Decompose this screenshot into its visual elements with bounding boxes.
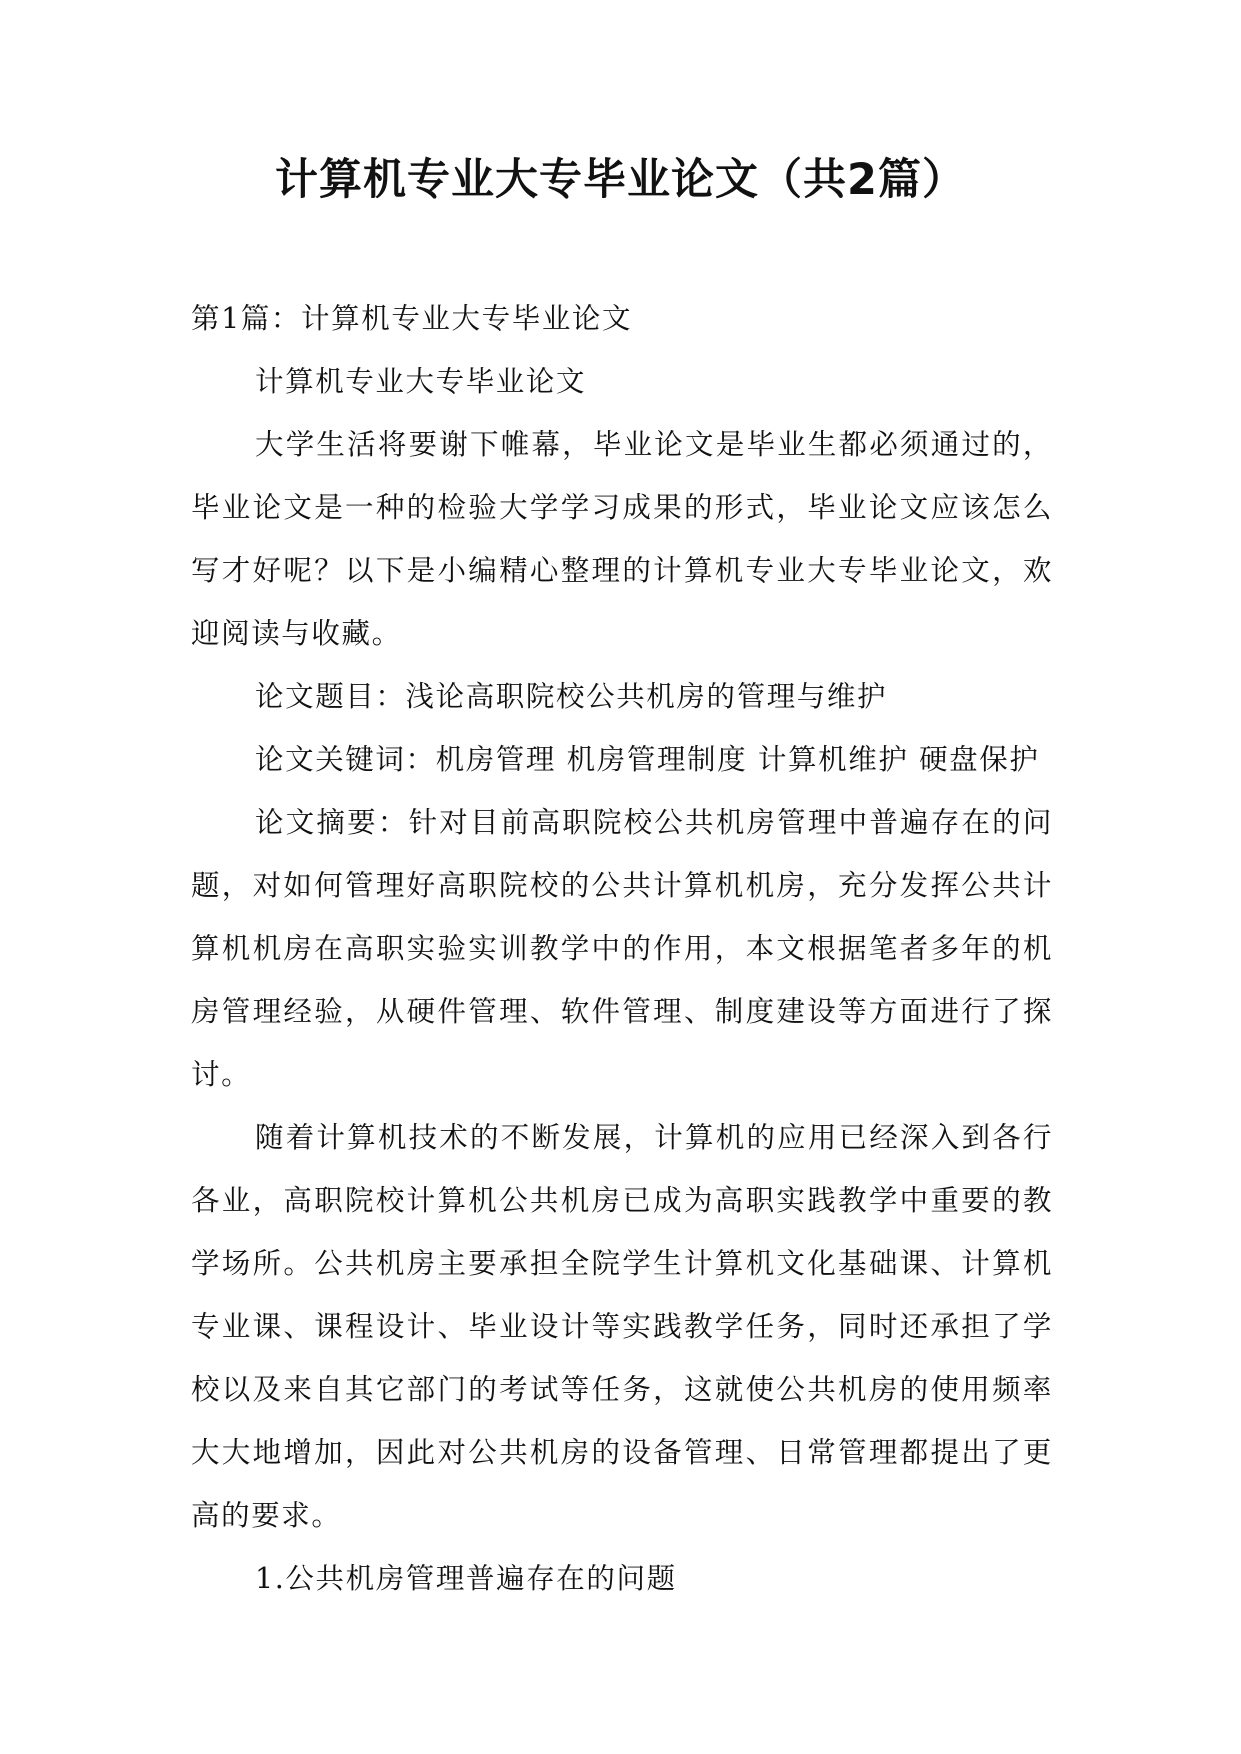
- document-title: 计算机专业大专毕业论文（共2篇）: [275, 155, 966, 205]
- abstract-paragraph: 论文摘要：针对目前高职院校公共机房管理中普遍存在的问题，对如何管理好高职院校的公共计算机机房，充分发挥公共计算机机房在高职实验实训教学中的作用，本文根据笔者多年的机房管理经验，从硬件管理、软件管理、制度建设等方面进行了探讨。: [191, 806, 1053, 1091]
- article-subtitle: 计算机专业大专毕业论文: [255, 365, 587, 398]
- keywords-paragraph: 论文关键词：机房管理 机房管理制度 计算机维护 硬盘保护: [255, 743, 1040, 776]
- document-body: [191, 287, 1053, 1610]
- thesis-title-paragraph: 论文题目：浅论高职院校公共机房的管理与维护: [255, 680, 888, 713]
- section-1-heading: 1.公共机房管理普遍存在的问题: [255, 1562, 677, 1595]
- section-heading: 第1篇：计算机专业大专毕业论文: [191, 302, 633, 335]
- body-paragraph: 随着计算机技术的不断发展，计算机的应用已经深入到各行各业，高职院校计算机公共机房已成为高职实践教学中重要的教学场所。公共机房主要承担全院学生计算机文化基础课、计算机专业课、课程设计、毕业设计等实践教学任务，同时还承担了学校以及来自其它部门的考试等任务，这就使公共机房的使用频率大大地增加，因此对公共机房的设备管理、日常管理都提出了更高的要求。: [191, 1121, 1053, 1532]
- intro-paragraph: 大学生活将要谢下帷幕，毕业论文是毕业生都必须通过的，毕业论文是一种的检验大学学习成果的形式，毕业论文应该怎么写才好呢？以下是小编精心整理的计算机专业大专毕业论文，欢迎阅读与收藏。: [191, 428, 1053, 650]
